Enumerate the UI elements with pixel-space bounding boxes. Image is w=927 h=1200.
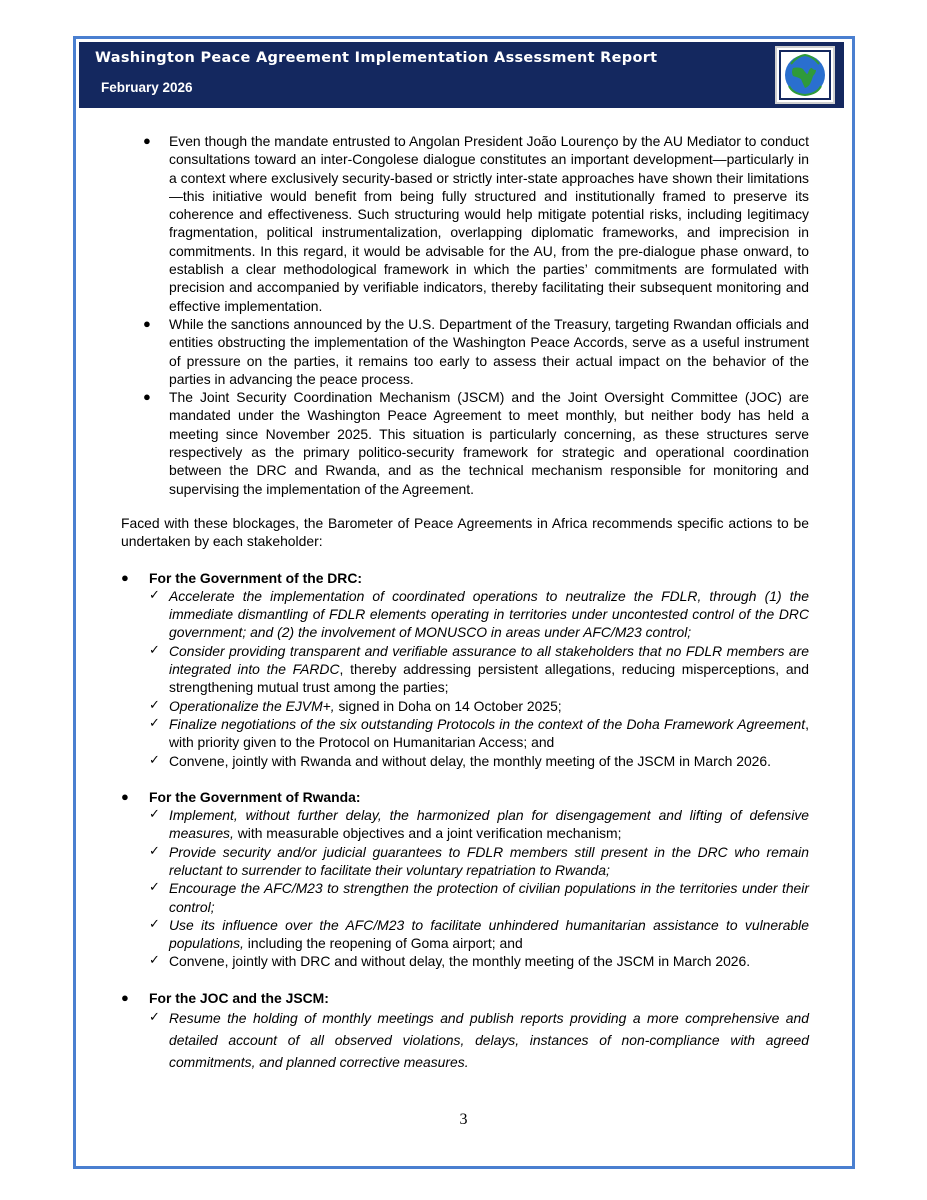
recommendation-text: , thereby addressing persistent allegations, reducing misperceptions, and strengthening mutual trust among the parties;: [169, 661, 809, 696]
africa-map-emblem-icon: [779, 50, 831, 100]
bullet-icon: ●: [121, 788, 129, 804]
checkmark-icon: ✓: [149, 953, 160, 969]
recommendation-item: [149, 587, 809, 642]
recommendation-text: including the reopening of Goma airport; and: [243, 935, 523, 952]
logo: [775, 46, 835, 104]
recommendation-item: [149, 879, 809, 916]
recommendation-text: Convene, jointly with Rwanda and without delay, the monthly meeting of the JSCM in March 2026.: [169, 752, 771, 769]
checkmark-icon: ✓: [149, 642, 160, 658]
recommendation-text: Accelerate the implementation of coordinated operations to neutralize the FDLR, through (1) the immediate dismantling of FDLR elements operating in territories under uncontested control of the DRC government; and (2) the involvement of MONUSCO in areas under AFC/M23 control;: [169, 587, 809, 641]
recommendation-text-italic: Operationalize the EJVM+,: [169, 697, 335, 714]
report-body: [121, 132, 809, 1073]
bullet-icon: ●: [121, 569, 129, 585]
section-title: For the Government of Rwanda:: [149, 788, 361, 805]
assessment-bullets: [121, 132, 809, 498]
checkmark-icon: ✓: [149, 843, 160, 859]
bullet-text: The Joint Security Coordination Mechanism (JSCM) and the Joint Oversight Committee (JOC) are mandated under the Washington Peace Agreement to meet monthly, but neither body has held a meeting since November 2025. This situation is particularly concerning, as these structures serve respectively as the primary politico-security framework for strategic and operational coordination between the DRC and Rwanda, and as the technical mechanism responsible for monitoring and supervising the implementation of the Agreement.: [169, 389, 809, 497]
page-number: 3: [459, 1111, 468, 1128]
checkmark-icon: ✓: [149, 697, 160, 713]
section-title: For the Government of the DRC:: [149, 569, 362, 586]
bullet-text: Even though the mandate entrusted to Angolan President João Lourenço by the AU Mediator to conduct consultations toward an inter-Congolese dialogue constitutes an important development—particularly in a context where exclusively security-based or strictly inter-state approaches have shown their limitations—this initiative would benefit from being fully structured and institutionally framed to preserve its coherence and effectiveness. Such structuring would help mitigate potential risks, including legitimacy fragmentation, political instrumentalization, overlapping diplomatic frameworks, and imprecision in commitments. In this regard, it would be advisable for the AU, from the pre-dialogue phase onward, to establish a clear methodological framework in which the parties’ commitments are formulated with precision and accompanied by verifiable indicators, thereby facilitating their subsequent monitoring and effective implementation.: [169, 133, 809, 314]
checkmark-icon: ✓: [149, 880, 160, 896]
checkmark-icon: ✓: [149, 1010, 160, 1026]
report-header: [79, 42, 844, 108]
recommendation-item: [149, 642, 809, 697]
checkmark-icon: ✓: [149, 752, 160, 768]
checkmark-icon: ✓: [149, 807, 160, 823]
recommendation-item: [149, 1007, 809, 1073]
list-item: [121, 388, 809, 498]
recommendation-text: , with priority given to the Protocol on Humanitarian Access; and: [169, 715, 809, 751]
recommendation-item: [149, 843, 809, 880]
checkmark-icon: ✓: [149, 916, 160, 932]
bullet-icon: ●: [143, 315, 151, 331]
bullet-text: While the sanctions announced by the U.S. Department of the Treasury, targeting Rwandan officials and entities obstructing the implementation of the Washington Peace Accords, serve as a useful instrument of pressure on the parties, it remains too early to assess their actual impact on the behavior of the parties in advancing the peace process.: [169, 315, 809, 387]
bullet-icon: ●: [143, 389, 151, 405]
recommendation-text-italic: Finalize negotiations of the six outstanding Protocols in the context of the Doha Framework Agreement: [169, 715, 806, 732]
recommendation-item: [149, 752, 809, 770]
checkmark-icon: ✓: [149, 715, 160, 731]
recommendation-item: [149, 697, 809, 715]
recommendation-text: signed in Doha on 14 October 2025;: [334, 697, 562, 714]
report-date: February 2026: [101, 80, 193, 95]
section-drc: [121, 569, 809, 770]
recommendation-item: [149, 715, 809, 752]
recommendation-item: [149, 916, 809, 953]
recommendation-text-italic: Consider providing transparent and verifiable assurance to all stakeholders that no FDLR members are integrated into the FARDC: [169, 642, 809, 678]
recommendation-item: [149, 806, 809, 843]
recommendation-item: [149, 952, 809, 970]
recommendation-text: Encourage the AFC/M23 to strengthen the protection of civilian populations in the territories under their control;: [169, 880, 809, 915]
recommendation-text-italic: Use its influence over the AFC/M23 to facilitate unhindered humanitarian assistance to vulnerable populations,: [169, 916, 809, 952]
recommendations-intro: Faced with these blockages, the Barometer of Peace Agreements in Africa recommends specific actions to be undertaken by each stakeholder:: [121, 514, 809, 550]
list-item: [121, 315, 809, 388]
section-rwanda: [121, 788, 809, 971]
section-title: For the JOC and the JSCM:: [149, 989, 329, 1006]
recommendation-text: Provide security and/or judicial guarantees to FDLR members still present in the DRC who remain reluctant to surrender to facilitate their voluntary repatriation to Rwanda;: [169, 843, 809, 878]
checkmark-icon: ✓: [149, 587, 160, 603]
list-item: [121, 132, 809, 315]
recommendation-text: Resume the holding of monthly meetings and publish reports providing a more comprehensive and detailed account of all observed violations, delays, instances of non-compliance with agreed commitments, and planned corrective measures.: [169, 1010, 809, 1071]
bullet-icon: ●: [143, 133, 151, 148]
recommendation-text: Convene, jointly with DRC and without delay, the monthly meeting of the JSCM in March 2026.: [169, 953, 751, 970]
recommendation-text-italic: Implement, without further delay, the harmonized plan for disengagement and lifting of defensive measures,: [169, 807, 809, 842]
recommendation-text: with measurable objectives and a joint verification mechanism;: [233, 825, 622, 842]
report-title: Washington Peace Agreement Implementation Assessment Report: [95, 50, 658, 66]
bullet-icon: ●: [121, 989, 129, 1005]
section-joc-jscm: [121, 989, 809, 1073]
